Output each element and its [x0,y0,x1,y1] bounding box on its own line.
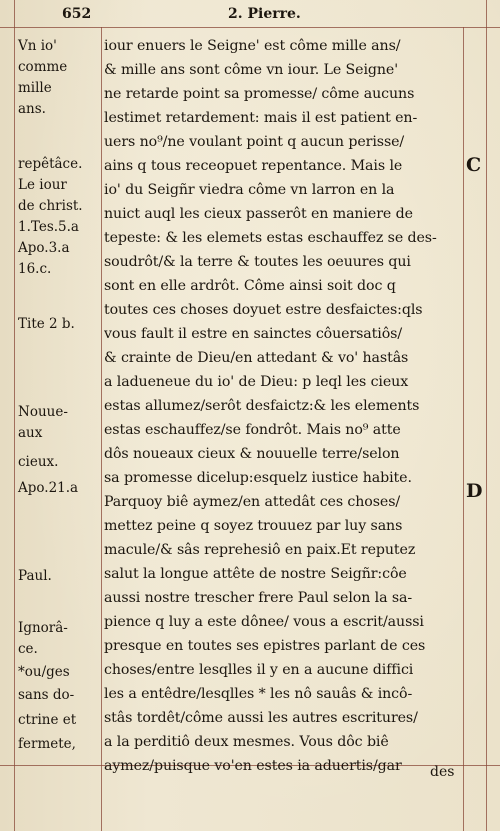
rule-left-outer [14,0,15,831]
margin-note: Vn io' [18,38,57,54]
text-line: macule/& sâs reprehesiô en paix.Et reputez [104,542,416,558]
margin-note: aux [18,425,43,441]
text-line: lestimet retardement: mais il est patient en- [104,110,418,126]
text-line: estas allumez/serôt desfaictz:& les elements [104,398,420,414]
text-line: io' du Seigñr viedra côme vn larron en la [104,182,395,198]
page-number: 652 [62,6,92,22]
margin-note: de christ. [18,198,83,214]
margin-note: Le iour [18,177,67,193]
text-line: iour enuers le Seigne' est côme mille ans/ [104,38,401,54]
rule-right-outer [486,0,487,831]
text-line: aymez/puisque vo'en estes ia aduertis/gar [104,758,402,774]
catchword: des [430,764,455,780]
margin-note: cieux. [18,454,59,470]
rule-right-inner [463,27,464,831]
text-line: pience q luy a este dônee/ vous a escrit/aussi [104,614,424,630]
text-line: ne retarde point sa promesse/ côme aucuns [104,86,415,102]
margin-note: 16.c. [18,261,52,277]
text-line: choses/entre lesqlles il y en a aucune diffici [104,662,414,678]
text-line: estas eschauffez/se fondrôt. Mais no⁹ atte [104,422,401,438]
text-line: & mille ans sont côme vn iour. Le Seigne' [104,62,399,78]
margin-note: comme [18,59,68,75]
margin-note: Paul. [18,568,52,584]
margin-note: mille [18,80,52,96]
margin-note: sans do- [18,687,75,703]
text-line: nuict auql les cieux passerôt en maniere de [104,206,413,222]
text-line: les a entêdre/lesqlles * les nô sauâs & incô- [104,686,413,702]
text-line: vous fault il estre en sainctes côuersatiôs/ [104,326,403,342]
margin-note: *ou/ges [18,664,70,680]
margin-note: Ignorâ- [18,620,68,636]
text-line: salut la longue attête de nostre Seigñr:côe [104,566,407,582]
text-line: & crainte de Dieu/en attedant & vo' hastâs [104,350,409,366]
section-mark-d: D [466,480,483,502]
text-line: a ladueneue du io' de Dieu: p leql les cieux [104,374,409,390]
text-line: sa promesse dicelup:esquelz iustice habite. [104,470,412,486]
margin-note: Tite 2 b. [18,316,75,332]
text-line: soudrôt/& la terre & toutes les oeuures qui [104,254,411,270]
running-title: 2. Pierre. [228,6,301,22]
margin-note: Nouue- [18,404,68,420]
rule-top [0,27,500,28]
text-line: uers no⁹/ne voulant point q aucun perisse/ [104,134,405,150]
text-line: stâs tordêt/côme aussi les autres escritures/ [104,710,418,726]
text-line: mettez peine q soyez trouuez par luy sans [104,518,403,534]
text-line: toutes ces choses doyuet estre desfaictes:qls [104,302,423,318]
margin-note: 1.Tes.5.a [18,219,79,235]
text-line: dôs noueaux cieux & nouuelle terre/selon [104,446,400,462]
margin-note: repêtâce. [18,156,83,172]
margin-note: fermete, [18,736,76,752]
section-mark-c: C [466,154,482,176]
text-line: aussi nostre trescher frere Paul selon la sa- [104,590,413,606]
margin-note: ce. [18,641,38,657]
margin-note: Apo.21.a [18,480,79,496]
text-line: a la perditiô deux mesmes. Vous dôc biê [104,734,389,750]
rule-left-inner [101,27,102,831]
text-line: ains q tous receopuet repentance. Mais le [104,158,403,174]
margin-note: ans. [18,101,46,117]
text-line: presque en toutes ses epistres parlant de ces [104,638,426,654]
text-line: tepeste: & les elemets estas eschauffez se des- [104,230,437,246]
margin-note: ctrine et [18,712,77,728]
text-line: Parquoy biê aymez/en attedât ces choses/ [104,494,401,510]
margin-note: Apo.3.a [18,240,70,256]
text-line: sont en elle ardrôt. Côme ainsi soit doc q [104,278,396,294]
